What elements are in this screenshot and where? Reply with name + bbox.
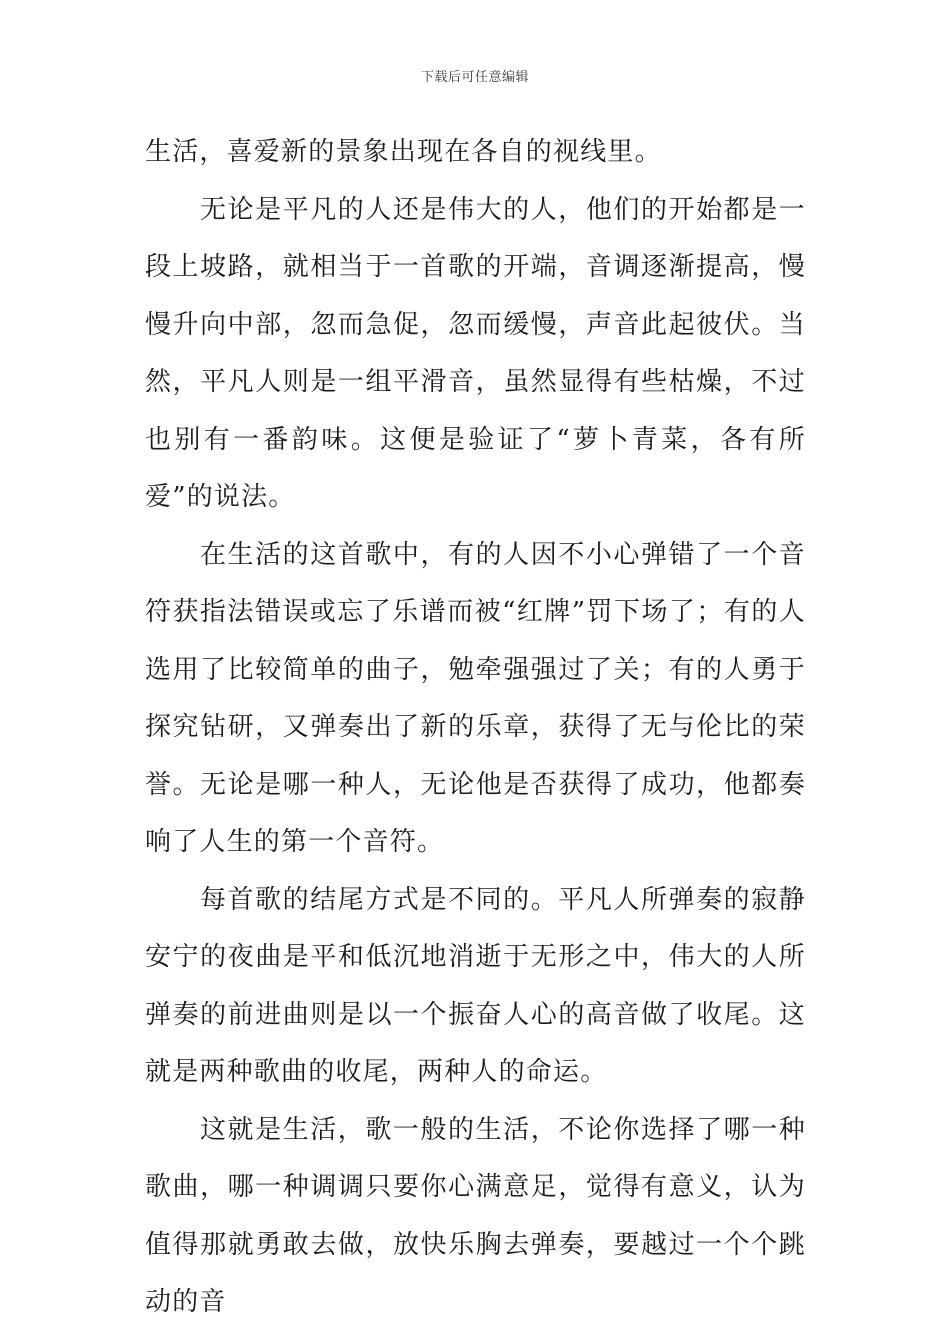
document-body [145, 124, 806, 1332]
paragraph-4: 每首歌的结尾方式是不同的。平凡人所弹奏的寂静安宁的夜曲是平和低沉地消逝于无形之中，伟大的人所弹奏的前进曲则是以一个振奋人心的高音做了收尾。这就是两种歌曲的收尾，两种人的命运。 [145, 884, 806, 1087]
paragraph-1: 生活，喜爱新的景象出现在各自的视线里。 [145, 137, 662, 167]
paragraph-2: 无论是平凡的人还是伟大的人，他们的开始都是一段上坡路，就相当于一首歌的开端，音调逐渐提高，慢慢升向中部，忽而急促，忽而缓慢，声音此起彼伏。当然，平凡人则是一组平滑音，虽然显得有些枯燥，不过也别有一番韵味。这便是验证了“萝卜青菜，各有所爱”的说法。 [145, 194, 806, 512]
page-header: 下载后可任意编辑 [420, 70, 529, 85]
paragraph-5: 这就是生活，歌一般的生活，不论你选择了哪一种歌曲，哪一种调调只要你心满意足，觉得有意义，认为值得那就勇敢去做，放快乐胸去弹奏，要越过一个个跳动的音 [145, 1114, 806, 1317]
paragraph-3: 在生活的这首歌中，有的人因不小心弹错了一个音符获指法错误或忘了乐谱而被“红牌”罚下场了；有的人选用了比较简单的曲子，勉牵强强过了关；有的人勇于探究钻研，又弹奏出了新的乐章，获得了无与伦比的荣誉。无论是哪一种人，无论他是否获得了成功，他都奏响了人生的第一个音符。 [145, 539, 806, 857]
